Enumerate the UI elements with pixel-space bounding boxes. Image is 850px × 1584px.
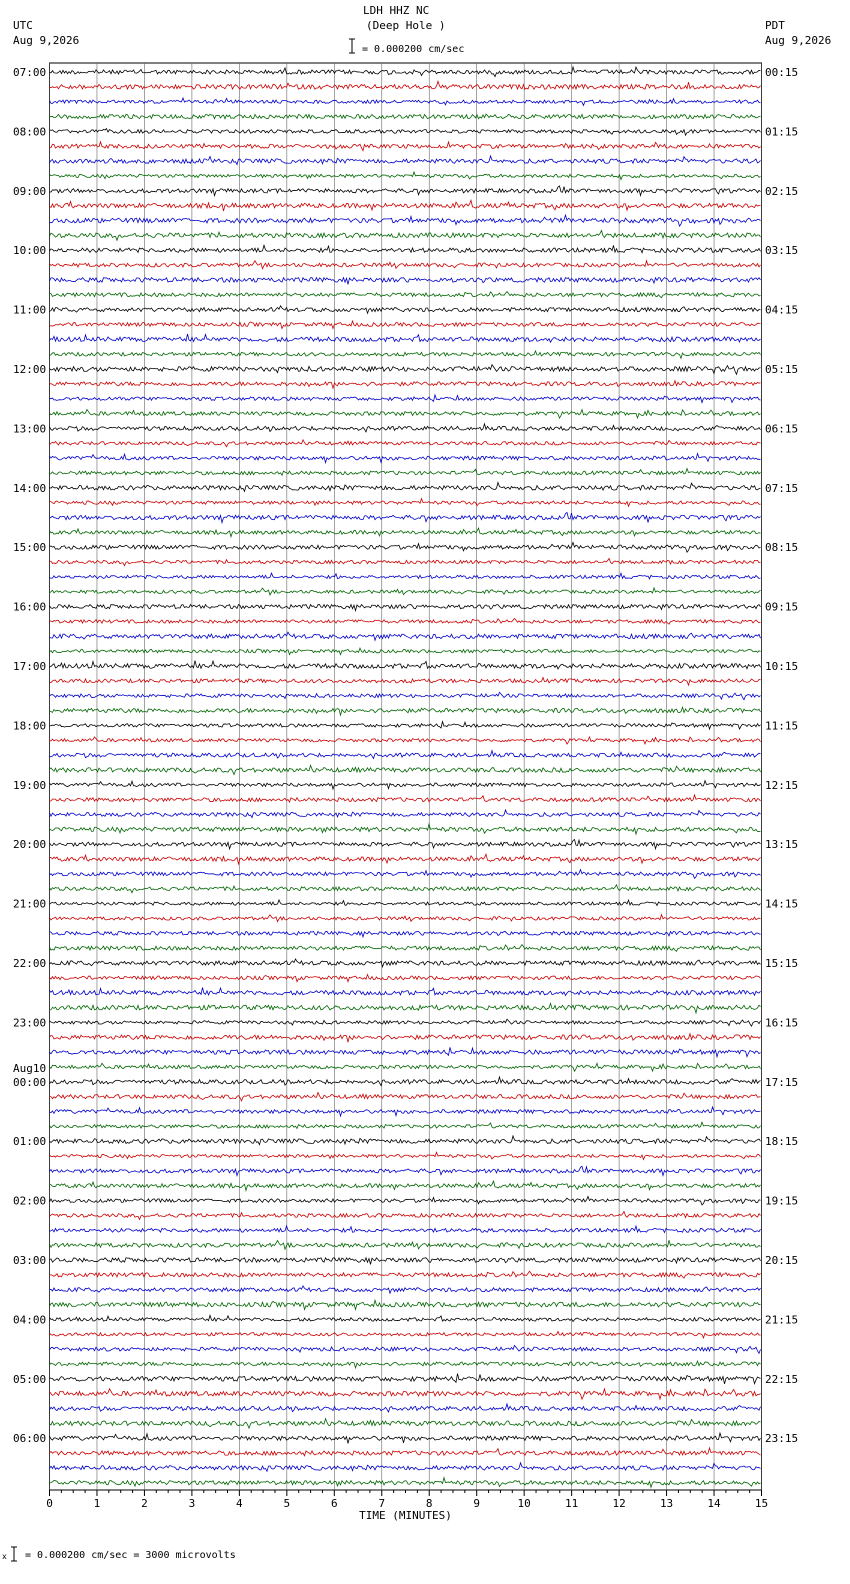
trace-row-74: [50, 1152, 761, 1159]
trace-row-6: [50, 142, 761, 151]
pdt-hour-label: 21:15: [765, 1313, 799, 1327]
utc-hour-label: 10:00: [13, 244, 47, 258]
trace-row-50: [50, 795, 761, 802]
trace-row-42: [50, 677, 761, 685]
trace-row-80: [50, 1240, 761, 1249]
utc-hour-label: 16:00: [13, 600, 47, 614]
utc-hour-label: 20:00: [13, 838, 47, 852]
trace-row-12: [50, 231, 761, 241]
trace-row-84: [50, 1300, 761, 1309]
trace-row-51: [50, 810, 761, 818]
trace-row-69: [50, 1077, 761, 1086]
pdt-hour-label: 05:15: [765, 363, 799, 376]
utc-hour-label: 03:00: [13, 1254, 47, 1267]
footer-scale-bar-icon: [11, 1547, 17, 1561]
pdt-hour-label: 20:15: [765, 1254, 799, 1267]
scale-text: = 0.000200 cm/sec: [362, 44, 465, 55]
pdt-hour-label: 11:15: [765, 719, 799, 733]
trace-row-14: [50, 261, 761, 269]
pdt-hour-label: 23:15: [765, 1432, 799, 1446]
x-tick-label: 8: [425, 1497, 433, 1510]
station-title: LDH HHZ NC: [363, 4, 430, 17]
x-tick-label: 15: [754, 1497, 769, 1510]
trace-row-85: [50, 1315, 761, 1321]
trace-row-39: [50, 632, 761, 640]
trace-row-90: [50, 1389, 761, 1399]
right-date-label: Aug 9,2026: [765, 34, 832, 47]
trace-row-33: [50, 542, 761, 552]
trace-row-68: [50, 1063, 761, 1071]
utc-hour-label: 11:00: [13, 303, 47, 317]
trace-row-47: [50, 751, 761, 759]
trace-row-64: [50, 1003, 761, 1013]
utc-hour-label: 09:00: [13, 184, 47, 198]
trace-row-63: [50, 988, 761, 996]
pdt-hour-label: 06:15: [765, 422, 799, 436]
trace-row-71: [50, 1107, 761, 1116]
trace-row-57: [50, 900, 761, 906]
x-tick-label: 7: [378, 1497, 386, 1510]
left-zone-label: UTC: [13, 19, 33, 32]
trace-row-26: [50, 440, 761, 447]
trace-row-20: [50, 351, 761, 358]
pdt-hour-label: 04:15: [765, 303, 799, 317]
x-tick-label: 4: [236, 1497, 243, 1510]
trace-row-36: [50, 588, 761, 595]
trace-row-82: [50, 1271, 761, 1278]
x-tick-label: 5: [283, 1497, 291, 1510]
trace-row-25: [50, 424, 761, 432]
trace-row-58: [50, 915, 761, 922]
pdt-hour-label: 17:15: [765, 1075, 799, 1089]
trace-row-55: [50, 870, 761, 879]
pdt-hour-label: 10:15: [765, 660, 799, 673]
x-tick-label: 2: [141, 1497, 148, 1510]
utc-hour-label: 18:00: [13, 719, 47, 733]
trace-row-21: [50, 365, 761, 375]
trace-row-28: [50, 469, 761, 476]
trace-row-7: [50, 156, 761, 165]
date-change-label: Aug10: [13, 1061, 47, 1075]
x-tick-label: 11: [565, 1497, 579, 1510]
x-tick-label: 12: [612, 1497, 626, 1510]
pdt-hour-label: 15:15: [765, 957, 799, 970]
utc-hour-label: 00:00: [13, 1075, 47, 1089]
trace-row-5: [50, 129, 761, 136]
trace-row-66: [50, 1034, 761, 1042]
trace-row-45: [50, 722, 761, 730]
left-date-label: Aug 9,2026: [13, 34, 80, 47]
trace-row-16: [50, 292, 761, 298]
x-tick-label: 1: [93, 1497, 101, 1510]
pdt-hour-label: 19:15: [765, 1194, 799, 1208]
trace-row-93: [50, 1433, 761, 1443]
trace-row-83: [50, 1286, 761, 1293]
trace-row-62: [50, 975, 761, 982]
trace-row-37: [50, 605, 761, 611]
location-title: (Deep Hole ): [366, 19, 446, 32]
trace-row-81: [50, 1258, 761, 1265]
footer-scale-text: = 0.000200 cm/sec = 3000 microvolts: [25, 1550, 236, 1561]
utc-hour-label: 21:00: [13, 897, 47, 911]
utc-hour-label: 05:00: [13, 1372, 47, 1386]
trace-row-3: [50, 98, 761, 105]
pdt-hour-label: 00:15: [765, 66, 799, 79]
pdt-hour-label: 07:15: [765, 481, 799, 495]
utc-hour-label: 02:00: [13, 1194, 47, 1208]
trace-row-96: [50, 1478, 761, 1488]
footer-marker: x: [2, 1552, 7, 1561]
trace-row-17: [50, 306, 761, 313]
trace-row-95: [50, 1463, 761, 1472]
trace-row-13: [50, 245, 761, 252]
trace-row-31: [50, 512, 761, 522]
trace-row-22: [50, 381, 761, 389]
utc-hour-label: 04:00: [13, 1313, 47, 1327]
trace-row-9: [50, 186, 761, 196]
trace-row-86: [50, 1331, 761, 1337]
pdt-hour-label: 13:15: [765, 838, 799, 852]
trace-row-60: [50, 945, 761, 952]
trace-row-29: [50, 483, 761, 492]
trace-row-56: [50, 885, 761, 893]
trace-row-75: [50, 1166, 761, 1175]
trace-row-65: [50, 1019, 761, 1026]
x-tick-label: 10: [517, 1497, 531, 1510]
x-tick-label: 3: [188, 1497, 196, 1510]
trace-row-4: [50, 114, 761, 119]
trace-row-94: [50, 1448, 761, 1456]
utc-hour-label: 23:00: [13, 1016, 47, 1030]
trace-row-73: [50, 1136, 761, 1145]
trace-row-87: [50, 1346, 761, 1354]
utc-hour-label: 14:00: [13, 481, 47, 495]
trace-row-44: [50, 707, 761, 715]
x-tick-label: 14: [707, 1497, 721, 1510]
trace-row-1: [50, 67, 761, 77]
utc-hour-label: 08:00: [13, 125, 47, 139]
trace-row-2: [50, 81, 761, 89]
x-axis-title: TIME (MINUTES): [359, 1509, 452, 1522]
trace-row-41: [50, 661, 761, 669]
scale-bar-icon: [349, 39, 355, 53]
pdt-hour-label: 03:15: [765, 244, 799, 258]
trace-row-72: [50, 1122, 761, 1128]
pdt-hour-label: 02:15: [765, 184, 799, 198]
utc-hour-label: 12:00: [13, 363, 47, 376]
utc-hour-label: 13:00: [13, 422, 47, 436]
trace-row-89: [50, 1374, 761, 1384]
trace-row-32: [50, 528, 761, 537]
trace-row-59: [50, 931, 761, 936]
utc-hour-label: 01:00: [13, 1135, 47, 1149]
trace-row-10: [50, 200, 761, 211]
trace-row-78: [50, 1212, 761, 1220]
trace-row-15: [50, 278, 761, 285]
trace-row-61: [50, 959, 761, 967]
trace-row-49: [50, 781, 761, 789]
trace-row-35: [50, 573, 761, 579]
trace-row-30: [50, 499, 761, 507]
pdt-hour-label: 08:15: [765, 541, 799, 555]
utc-hour-label: 17:00: [13, 660, 47, 673]
trace-row-18: [50, 321, 761, 329]
pdt-hour-label: 09:15: [765, 600, 799, 614]
trace-row-70: [50, 1092, 761, 1100]
trace-row-67: [50, 1047, 761, 1056]
x-tick-label: 6: [330, 1497, 338, 1510]
pdt-hour-label: 12:15: [765, 778, 799, 792]
utc-hour-label: 07:00: [13, 66, 47, 79]
pdt-hour-label: 18:15: [765, 1135, 799, 1149]
trace-row-76: [50, 1181, 761, 1190]
pdt-hour-label: 01:15: [765, 125, 799, 139]
trace-row-8: [50, 172, 761, 180]
trace-row-43: [50, 692, 761, 699]
trace-row-79: [50, 1226, 761, 1233]
utc-hour-label: 22:00: [13, 957, 47, 970]
right-zone-label: PDT: [765, 19, 785, 32]
trace-row-34: [50, 558, 761, 565]
x-tick-label: 9: [473, 1497, 481, 1510]
trace-row-54: [50, 854, 761, 864]
trace-row-88: [50, 1361, 761, 1368]
x-tick-label: 13: [659, 1497, 674, 1510]
utc-hour-label: 06:00: [13, 1432, 47, 1446]
pdt-hour-label: 14:15: [765, 897, 799, 911]
pdt-hour-label: 22:15: [765, 1372, 799, 1386]
trace-row-92: [50, 1419, 761, 1429]
utc-hour-label: 19:00: [13, 778, 47, 792]
utc-hour-label: 15:00: [13, 541, 47, 555]
trace-row-27: [50, 454, 761, 463]
trace-row-46: [50, 737, 761, 744]
trace-row-23: [50, 395, 761, 403]
trace-row-53: [50, 840, 761, 849]
trace-row-11: [50, 215, 761, 226]
trace-row-40: [50, 648, 761, 655]
trace-row-48: [50, 765, 761, 774]
trace-row-19: [50, 334, 761, 342]
trace-row-24: [50, 410, 761, 419]
x-tick-label: 0: [46, 1497, 53, 1510]
pdt-hour-label: 16:15: [765, 1016, 799, 1030]
trace-row-77: [50, 1196, 761, 1204]
trace-row-38: [50, 619, 761, 625]
trace-row-52: [50, 824, 761, 834]
trace-row-91: [50, 1404, 761, 1412]
